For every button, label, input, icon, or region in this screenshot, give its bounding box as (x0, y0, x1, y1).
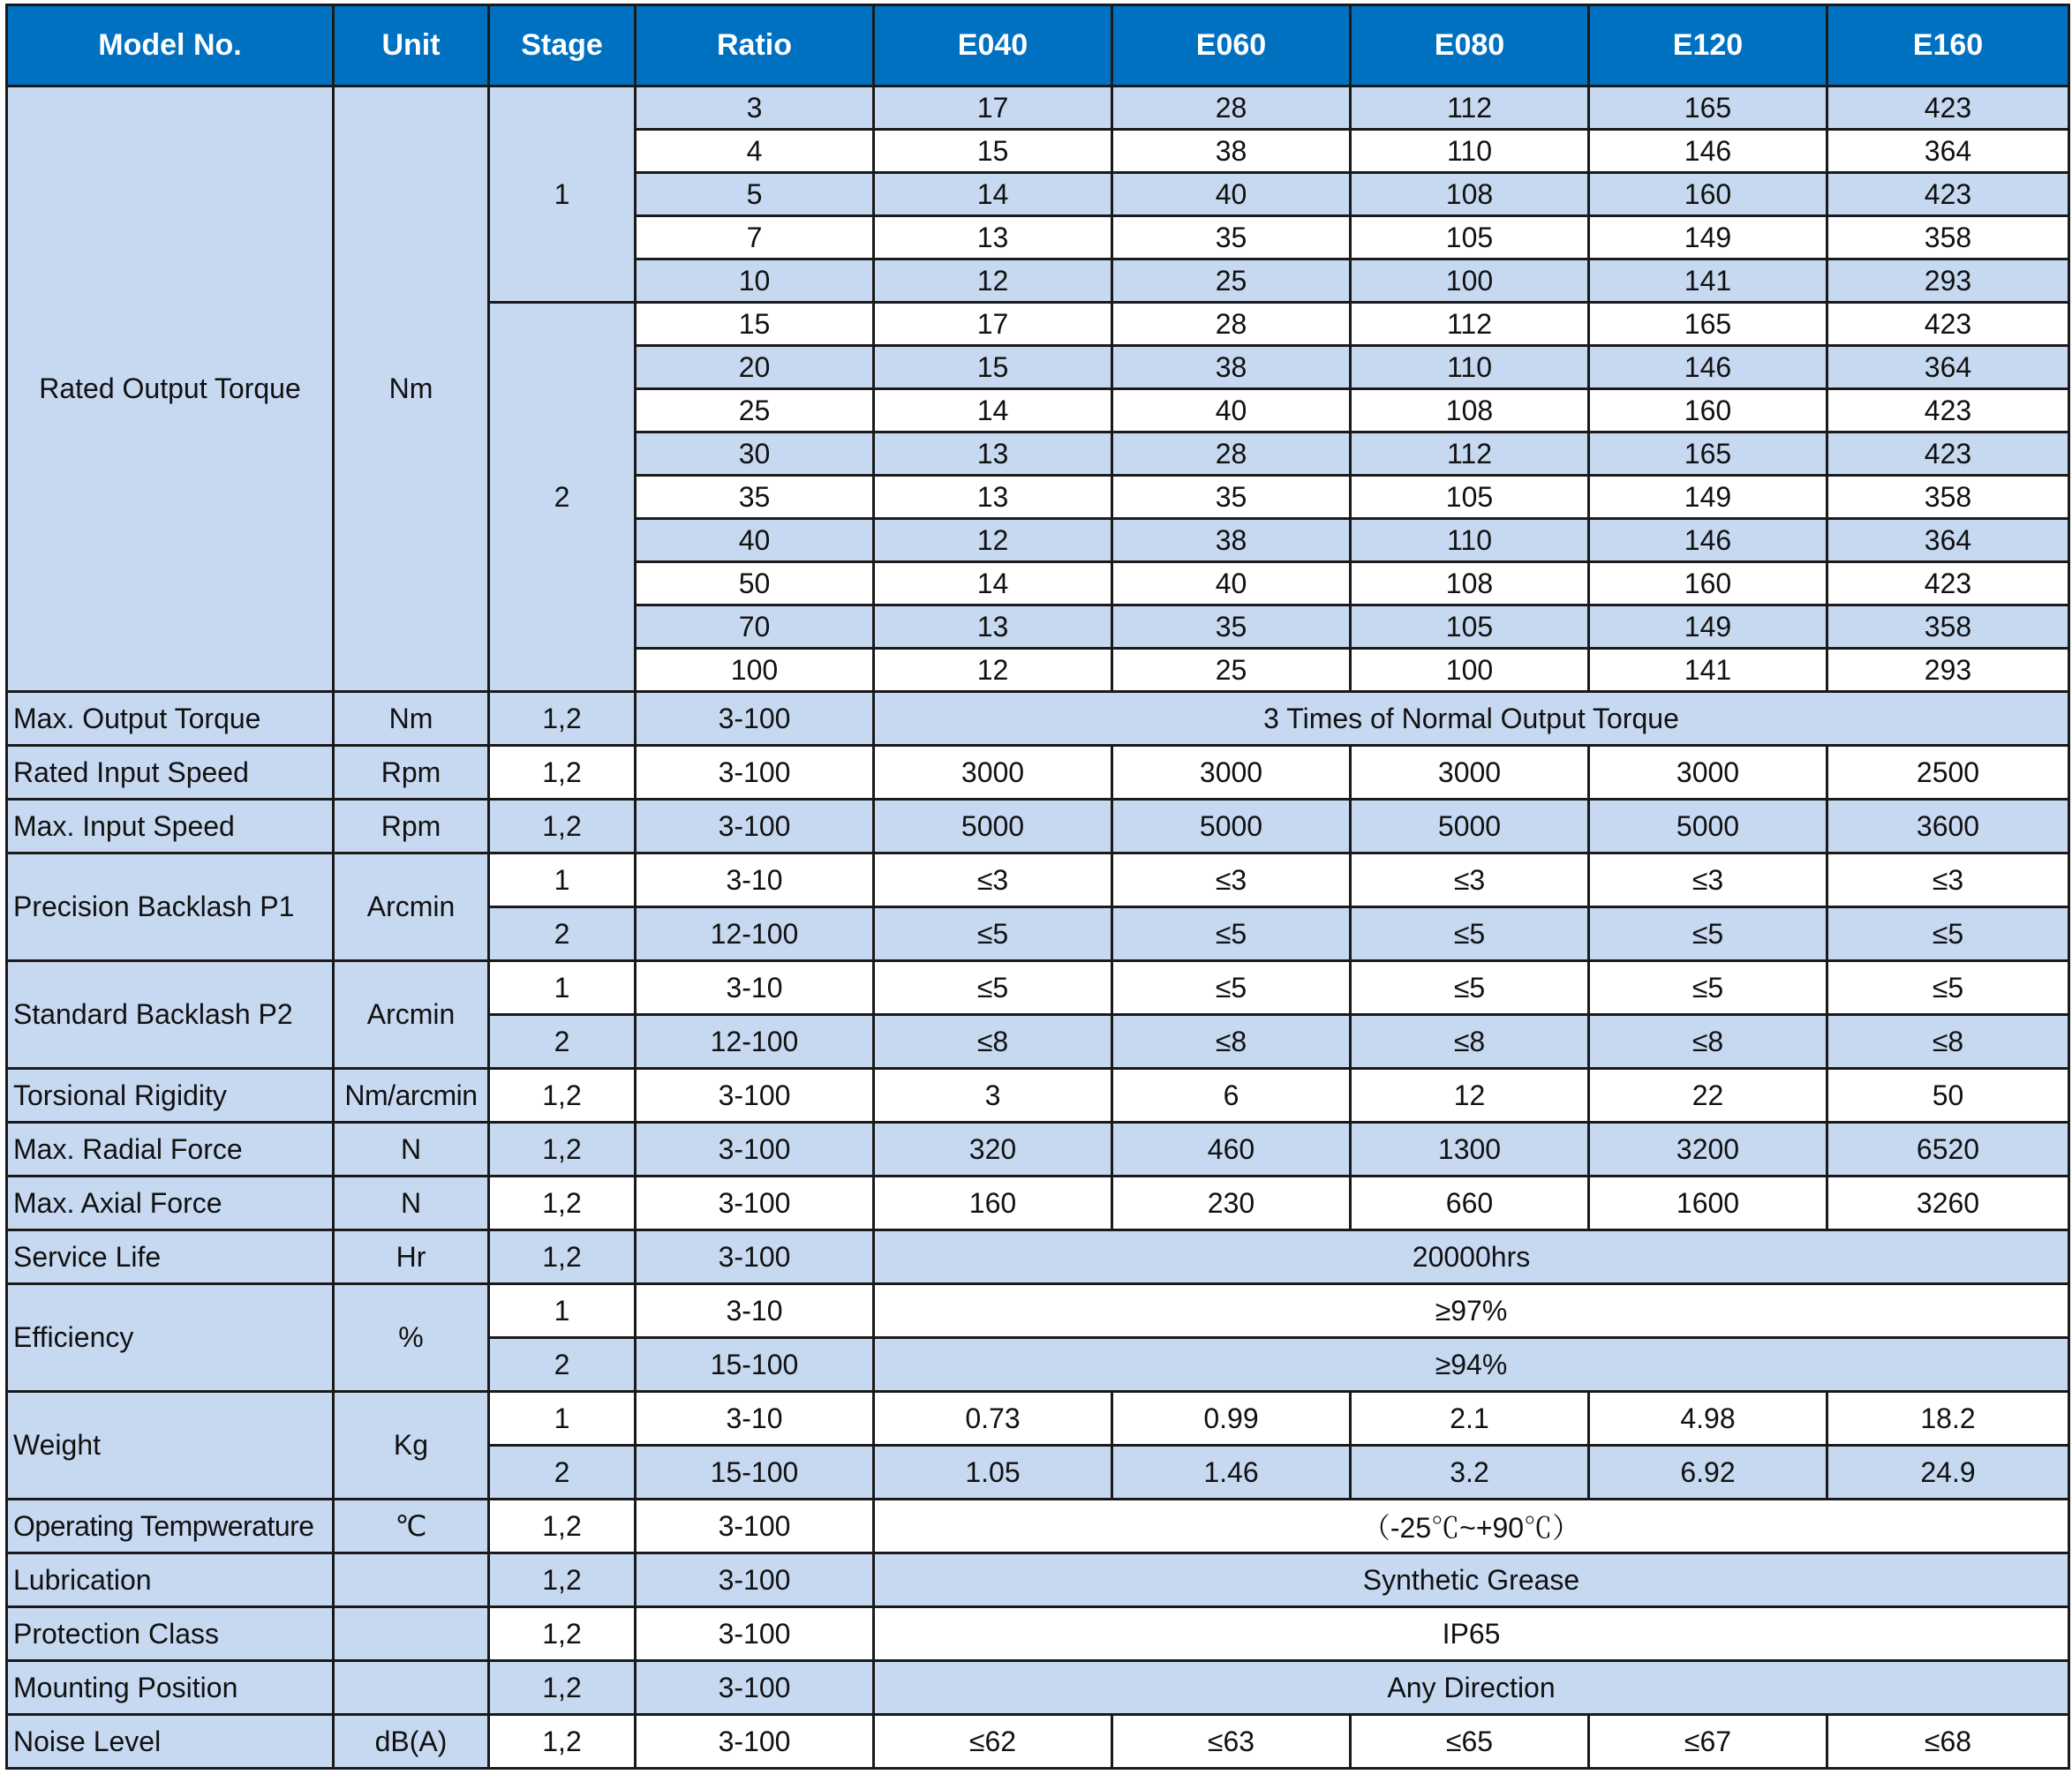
value-cell: ≤8 (1827, 1015, 2069, 1069)
value-cell: 4.98 (1589, 1392, 1827, 1446)
ratio-cell: 100 (636, 649, 874, 692)
value-cell: 423 (1827, 432, 2069, 476)
ratio-cell: 3-100 (636, 1661, 874, 1715)
ratio-cell: 3 (636, 86, 874, 130)
value-cell: 293 (1827, 649, 2069, 692)
table-row (7, 1392, 2069, 1446)
ratio-cell: 12-100 (636, 907, 874, 961)
value-cell: ≤68 (1827, 1715, 2069, 1769)
value-cell: 105 (1351, 605, 1589, 649)
value-cell: 5000 (1351, 800, 1589, 853)
value-cell: 105 (1351, 216, 1589, 259)
ratio-cell: 30 (636, 432, 874, 476)
ratio-cell: 20 (636, 346, 874, 389)
value-cell: 358 (1827, 605, 2069, 649)
value-cell: 35 (1112, 476, 1351, 519)
stage-cell: 1,2 (489, 1123, 636, 1177)
merged-value-cell: ≥97% (874, 1284, 2069, 1338)
value-cell: 0.99 (1112, 1392, 1351, 1446)
ratio-cell: 40 (636, 519, 874, 562)
header-row (7, 5, 2069, 86)
ratio-cell: 35 (636, 476, 874, 519)
value-cell: ≤5 (874, 907, 1112, 961)
ratio-cell: 3-100 (636, 1715, 874, 1769)
value-cell: 146 (1589, 346, 1827, 389)
unit-cell (334, 1553, 489, 1607)
rated-torque-label: Rated Output Torque (7, 86, 334, 692)
value-cell: ≤62 (874, 1715, 1112, 1769)
ratio-cell: 3-100 (636, 1123, 874, 1177)
value-cell: 100 (1351, 649, 1589, 692)
value-cell: ≤67 (1589, 1715, 1827, 1769)
table-row (7, 1553, 2069, 1607)
value-cell: 364 (1827, 346, 2069, 389)
ratio-cell: 3-100 (636, 1230, 874, 1284)
header-ratio: Ratio (636, 5, 874, 86)
value-cell: 660 (1351, 1177, 1589, 1230)
value-cell: 3600 (1827, 800, 2069, 853)
header-e060: E060 (1112, 5, 1351, 86)
unit-cell: Rpm (334, 746, 489, 800)
merged-value-cell: ≥94% (874, 1338, 2069, 1392)
table-row (7, 853, 2069, 907)
value-cell: ≤5 (1112, 907, 1351, 961)
value-cell: 423 (1827, 389, 2069, 432)
value-cell: 3000 (1112, 746, 1351, 800)
value-cell: 17 (874, 303, 1112, 346)
unit-cell: Rpm (334, 800, 489, 853)
value-cell: 364 (1827, 130, 2069, 173)
ratio-cell: 15-100 (636, 1446, 874, 1500)
value-cell: 14 (874, 562, 1112, 605)
stage-cell: 1,2 (489, 746, 636, 800)
value-cell: 112 (1351, 86, 1589, 130)
ratio-cell: 15 (636, 303, 874, 346)
ratio-cell: 5 (636, 173, 874, 216)
value-cell: 160 (1589, 173, 1827, 216)
value-cell: 460 (1112, 1123, 1351, 1177)
value-cell: 165 (1589, 432, 1827, 476)
table-row (7, 800, 2069, 853)
header-unit: Unit (334, 5, 489, 86)
table-row (7, 1284, 2069, 1338)
value-cell: 105 (1351, 476, 1589, 519)
value-cell: 25 (1112, 649, 1351, 692)
table-row (7, 1715, 2069, 1769)
table-row (7, 1230, 2069, 1284)
value-cell: 423 (1827, 562, 2069, 605)
value-cell: 38 (1112, 346, 1351, 389)
table-row (7, 1069, 2069, 1123)
value-cell: 28 (1112, 303, 1351, 346)
value-cell: 358 (1827, 216, 2069, 259)
table-row (7, 1500, 2069, 1553)
value-cell: ≤5 (1351, 907, 1589, 961)
header-e040: E040 (874, 5, 1112, 86)
value-cell: 35 (1112, 216, 1351, 259)
ratio-cell: 3-100 (636, 1500, 874, 1553)
value-cell: 146 (1589, 519, 1827, 562)
value-cell: 2500 (1827, 746, 2069, 800)
row-label: Max. Axial Force (7, 1177, 334, 1230)
row-label: Weight (7, 1392, 334, 1500)
value-cell: 0.73 (874, 1392, 1112, 1446)
value-cell: ≤5 (1589, 961, 1827, 1015)
value-cell: 6520 (1827, 1123, 2069, 1177)
value-cell: 28 (1112, 432, 1351, 476)
value-cell: 1.46 (1112, 1446, 1351, 1500)
value-cell: 423 (1827, 303, 2069, 346)
value-cell: 423 (1827, 173, 2069, 216)
value-cell: 40 (1112, 173, 1351, 216)
stage-cell: 2 (489, 1015, 636, 1069)
value-cell: 3.2 (1351, 1446, 1589, 1500)
value-cell: 38 (1112, 519, 1351, 562)
value-cell: 12 (874, 519, 1112, 562)
ratio-cell: 3-100 (636, 746, 874, 800)
value-cell: ≤5 (1589, 907, 1827, 961)
value-cell: 24.9 (1827, 1446, 2069, 1500)
value-cell: 14 (874, 389, 1112, 432)
value-cell: 13 (874, 216, 1112, 259)
row-label: Precision Backlash P1 (7, 853, 334, 961)
value-cell: 1.05 (874, 1446, 1112, 1500)
merged-value-cell: IP65 (874, 1607, 2069, 1661)
value-cell: 12 (874, 259, 1112, 303)
table-row (7, 1607, 2069, 1661)
stage-cell: 1,2 (489, 800, 636, 853)
row-label: Mounting Position (7, 1661, 334, 1715)
value-cell: 1600 (1589, 1177, 1827, 1230)
ratio-cell: 4 (636, 130, 874, 173)
table-row (7, 1177, 2069, 1230)
value-cell: 100 (1351, 259, 1589, 303)
row-label: Noise Level (7, 1715, 334, 1769)
header-model-no: Model No. (7, 5, 334, 86)
ratio-cell: 3-100 (636, 1607, 874, 1661)
value-cell: 40 (1112, 562, 1351, 605)
stage-cell: 1,2 (489, 1069, 636, 1123)
table-row (7, 1123, 2069, 1177)
merged-value-cell: Any Direction (874, 1661, 2069, 1715)
value-cell: 3260 (1827, 1177, 2069, 1230)
value-cell: ≤8 (874, 1015, 1112, 1069)
stage-cell: 1,2 (489, 1230, 636, 1284)
ratio-cell: 12-100 (636, 1015, 874, 1069)
ratio-cell: 7 (636, 216, 874, 259)
ratio-cell: 3-100 (636, 800, 874, 853)
value-cell: ≤8 (1112, 1015, 1351, 1069)
value-cell: ≤65 (1351, 1715, 1589, 1769)
unit-cell: Nm (334, 692, 489, 746)
ratio-cell: 3-10 (636, 853, 874, 907)
ratio-cell: 15-100 (636, 1338, 874, 1392)
value-cell: 230 (1112, 1177, 1351, 1230)
row-label: Operating Tempwerature (7, 1500, 334, 1553)
ratio-cell: 3-100 (636, 1069, 874, 1123)
row-label: Rated Input Speed (7, 746, 334, 800)
merged-value-cell: 3 Times of Normal Output Torque (874, 692, 2069, 746)
value-cell: 3200 (1589, 1123, 1827, 1177)
value-cell: 25 (1112, 259, 1351, 303)
header-e080: E080 (1351, 5, 1589, 86)
value-cell: 149 (1589, 605, 1827, 649)
ratio-cell: 3-100 (636, 1177, 874, 1230)
header-e160: E160 (1827, 5, 2069, 86)
value-cell: 146 (1589, 130, 1827, 173)
value-cell: 38 (1112, 130, 1351, 173)
value-cell: 18.2 (1827, 1392, 2069, 1446)
stage-cell: 1,2 (489, 1715, 636, 1769)
value-cell: 13 (874, 476, 1112, 519)
unit-cell: Hr (334, 1230, 489, 1284)
merged-value-cell: 20000hrs (874, 1230, 2069, 1284)
row-label: Max. Radial Force (7, 1123, 334, 1177)
value-cell: 160 (1589, 389, 1827, 432)
value-cell: 14 (874, 173, 1112, 216)
ratio-cell: 25 (636, 389, 874, 432)
value-cell: 12 (874, 649, 1112, 692)
value-cell: ≤5 (1351, 961, 1589, 1015)
value-cell: 165 (1589, 86, 1827, 130)
unit-cell: Nm/arcmin (334, 1069, 489, 1123)
rated-torque-stage-1: 1 (489, 86, 636, 303)
header-stage: Stage (489, 5, 636, 86)
value-cell: ≤3 (1112, 853, 1351, 907)
value-cell: 108 (1351, 562, 1589, 605)
value-cell: 13 (874, 605, 1112, 649)
ratio-cell: 70 (636, 605, 874, 649)
value-cell: ≤8 (1351, 1015, 1589, 1069)
value-cell: 358 (1827, 476, 2069, 519)
value-cell: ≤3 (874, 853, 1112, 907)
value-cell: 50 (1827, 1069, 2069, 1123)
value-cell: 28 (1112, 86, 1351, 130)
value-cell: 3000 (1351, 746, 1589, 800)
unit-cell: N (334, 1123, 489, 1177)
value-cell: 6.92 (1589, 1446, 1827, 1500)
stage-cell: 2 (489, 1338, 636, 1392)
value-cell: ≤8 (1589, 1015, 1827, 1069)
value-cell: 423 (1827, 86, 2069, 130)
stage-cell: 2 (489, 907, 636, 961)
stage-cell: 1,2 (489, 1661, 636, 1715)
value-cell: ≤5 (1112, 961, 1351, 1015)
stage-cell: 1,2 (489, 1553, 636, 1607)
value-cell: 5000 (1589, 800, 1827, 853)
value-cell: 364 (1827, 519, 2069, 562)
unit-cell (334, 1607, 489, 1661)
value-cell: 160 (874, 1177, 1112, 1230)
header-e120: E120 (1589, 5, 1827, 86)
value-cell: 12 (1351, 1069, 1589, 1123)
value-cell: 13 (874, 432, 1112, 476)
ratio-cell: 3-10 (636, 961, 874, 1015)
stage-cell: 1 (489, 853, 636, 907)
row-label: Torsional Rigidity (7, 1069, 334, 1123)
stage-cell: 1,2 (489, 1607, 636, 1661)
ratio-cell: 3-10 (636, 1284, 874, 1338)
ratio-cell: 3-100 (636, 1553, 874, 1607)
specification-table (5, 4, 2070, 1770)
stage-cell: 2 (489, 1446, 636, 1500)
unit-cell (334, 1661, 489, 1715)
value-cell: ≤5 (874, 961, 1112, 1015)
unit-cell: ℃ (334, 1500, 489, 1553)
value-cell: 149 (1589, 476, 1827, 519)
unit-cell: dB(A) (334, 1715, 489, 1769)
ratio-cell: 10 (636, 259, 874, 303)
value-cell: ≤63 (1112, 1715, 1351, 1769)
row-label: Protection Class (7, 1607, 334, 1661)
table-row (7, 746, 2069, 800)
unit-cell: Arcmin (334, 961, 489, 1069)
row-label: Standard Backlash P2 (7, 961, 334, 1069)
value-cell: 6 (1112, 1069, 1351, 1123)
merged-value-cell: （-25℃~+90℃） (874, 1500, 2069, 1553)
stage-cell: 1,2 (489, 692, 636, 746)
value-cell: 110 (1351, 130, 1589, 173)
value-cell: 108 (1351, 173, 1589, 216)
value-cell: 160 (1589, 562, 1827, 605)
value-cell: 5000 (1112, 800, 1351, 853)
row-label: Max. Output Torque (7, 692, 334, 746)
table-row (7, 1661, 2069, 1715)
value-cell: 3000 (1589, 746, 1827, 800)
value-cell: 141 (1589, 649, 1827, 692)
value-cell: 15 (874, 130, 1112, 173)
table-row (7, 86, 2069, 130)
value-cell: 320 (874, 1123, 1112, 1177)
value-cell: 110 (1351, 346, 1589, 389)
unit-cell: N (334, 1177, 489, 1230)
value-cell: 35 (1112, 605, 1351, 649)
row-label: Max. Input Speed (7, 800, 334, 853)
rated-torque-stage-2: 2 (489, 303, 636, 692)
row-label: Service Life (7, 1230, 334, 1284)
stage-cell: 1,2 (489, 1177, 636, 1230)
value-cell: ≤5 (1827, 907, 2069, 961)
value-cell: 141 (1589, 259, 1827, 303)
value-cell: ≤3 (1351, 853, 1589, 907)
merged-value-cell: Synthetic Grease (874, 1553, 2069, 1607)
value-cell: 112 (1351, 303, 1589, 346)
table-row (7, 961, 2069, 1015)
value-cell: 165 (1589, 303, 1827, 346)
stage-cell: 1 (489, 1284, 636, 1338)
value-cell: 108 (1351, 389, 1589, 432)
ratio-cell: 3-100 (636, 692, 874, 746)
value-cell: 3000 (874, 746, 1112, 800)
stage-cell: 1 (489, 1392, 636, 1446)
value-cell: 3 (874, 1069, 1112, 1123)
value-cell: 17 (874, 86, 1112, 130)
unit-cell: Kg (334, 1392, 489, 1500)
value-cell: 110 (1351, 519, 1589, 562)
value-cell: 293 (1827, 259, 2069, 303)
value-cell: 1300 (1351, 1123, 1589, 1177)
value-cell: 112 (1351, 432, 1589, 476)
row-label: Lubrication (7, 1553, 334, 1607)
unit-cell: Arcmin (334, 853, 489, 961)
value-cell: ≤3 (1589, 853, 1827, 907)
table-row (7, 692, 2069, 746)
stage-cell: 1 (489, 961, 636, 1015)
value-cell: ≤3 (1827, 853, 2069, 907)
row-label: Efficiency (7, 1284, 334, 1392)
stage-cell: 1,2 (489, 1500, 636, 1553)
value-cell: 15 (874, 346, 1112, 389)
value-cell: 5000 (874, 800, 1112, 853)
rated-torque-unit: Nm (334, 86, 489, 692)
value-cell: 2.1 (1351, 1392, 1589, 1446)
ratio-cell: 3-10 (636, 1392, 874, 1446)
value-cell: 40 (1112, 389, 1351, 432)
unit-cell: % (334, 1284, 489, 1392)
value-cell: ≤5 (1827, 961, 2069, 1015)
ratio-cell: 50 (636, 562, 874, 605)
value-cell: 149 (1589, 216, 1827, 259)
value-cell: 22 (1589, 1069, 1827, 1123)
